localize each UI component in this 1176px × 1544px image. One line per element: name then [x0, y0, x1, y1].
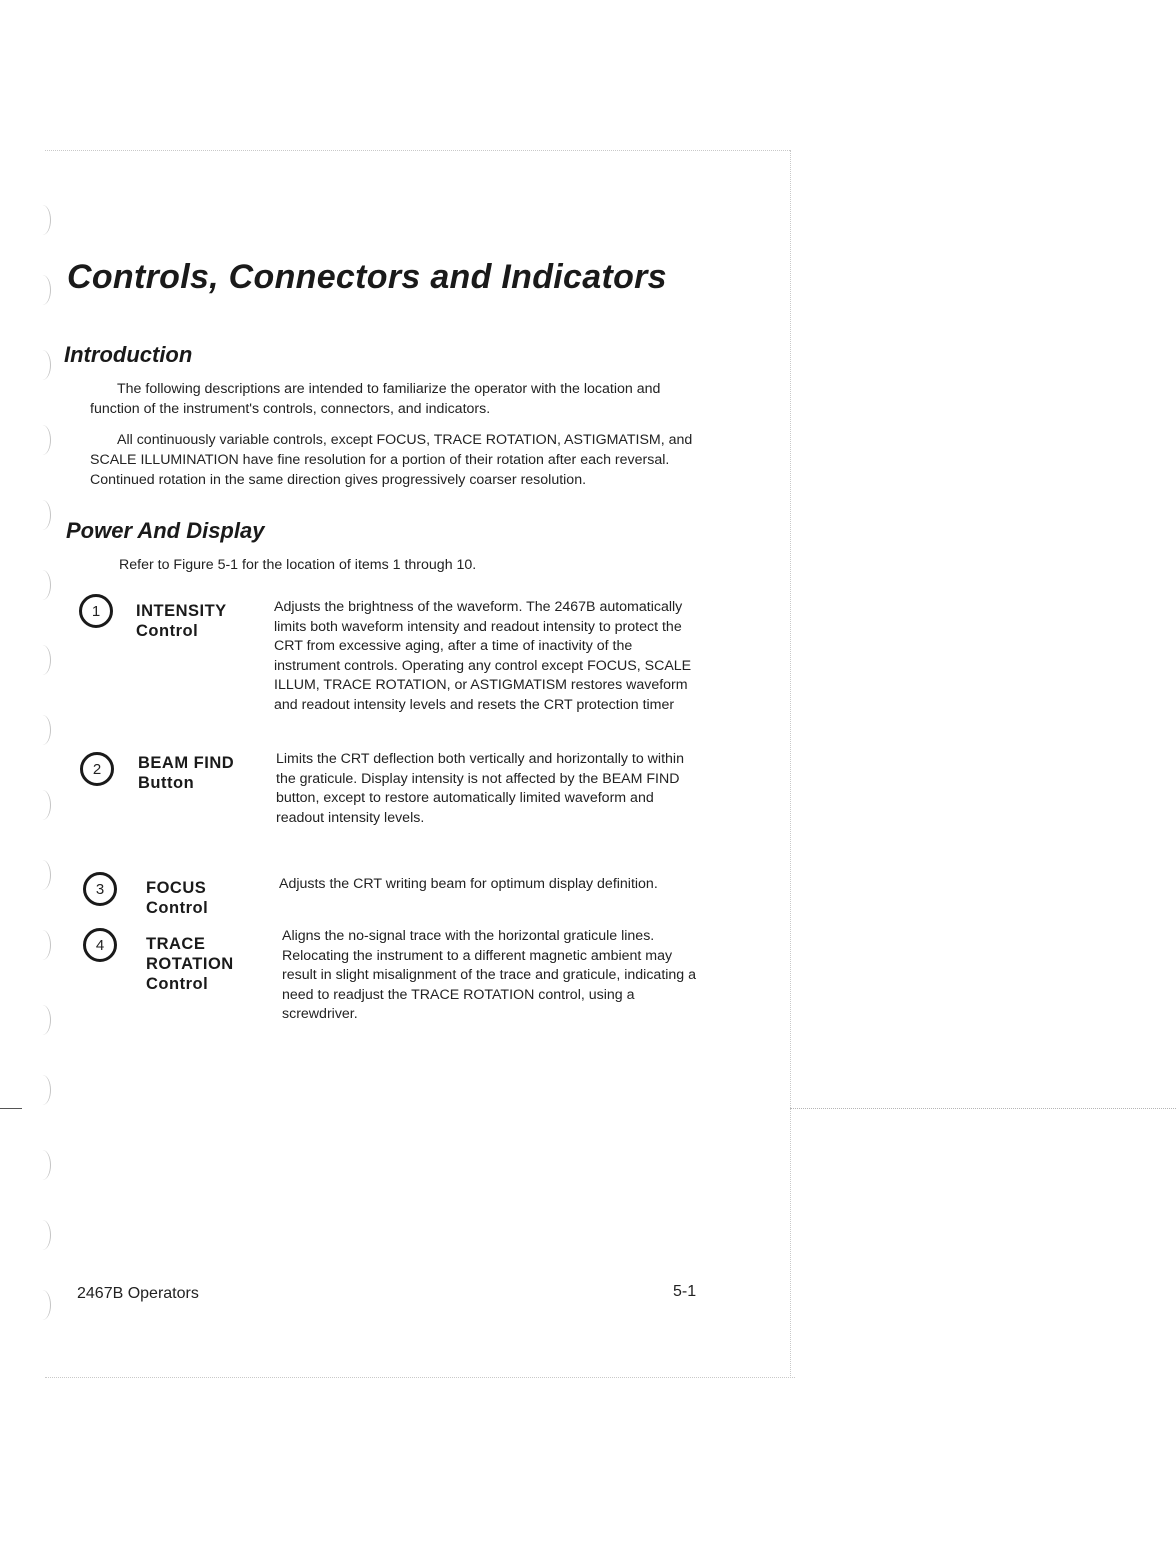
- scan-edge-line: [790, 1108, 1176, 1109]
- binder-hole: [34, 1220, 51, 1250]
- item-number: 3: [95, 880, 105, 898]
- item-number-circle: [83, 928, 117, 962]
- page-title: Controls, Connectors and Indicators: [67, 258, 667, 296]
- figure-reference: Refer to Figure 5-1 for the location of items 1 through 10.: [119, 557, 477, 573]
- item-number-circle: [79, 594, 113, 628]
- item-type: Control: [146, 975, 209, 993]
- item-label-trace-rotation: [146, 934, 234, 994]
- item-number-circle: [80, 752, 114, 786]
- item-type: Control: [146, 899, 209, 917]
- item-number-circle: [83, 872, 117, 906]
- item-type: Button: [138, 774, 195, 792]
- binder-hole: [34, 645, 51, 675]
- binder-hole: [34, 715, 51, 745]
- item-description-trace-rotation: Aligns the no-signal trace with the horizontal graticule lines. Relocating the instrument to a different magnetic ambient may result in slight misalignment of the trace and graticule, indicating a need to readjust the TRACE ROTATION control, using a screwdriver.: [282, 928, 697, 1023]
- item-number: 4: [95, 936, 105, 954]
- page-border-top: [45, 150, 790, 151]
- item-number: 1: [91, 602, 101, 620]
- item-name: INTENSITY: [136, 602, 227, 620]
- item-name: FOCUS: [146, 879, 207, 897]
- item-description-beam-find: Limits the CRT deflection both vertically and horizontally to within the graticule. Display intensity is not affected by the BEAM FIND button, except to restore automatically limited waveform and readout intensity levels.: [276, 751, 684, 826]
- footer-manual-name: 2467B Operators: [77, 1285, 199, 1302]
- binder-hole: [34, 860, 51, 890]
- item-type: Control: [136, 622, 199, 640]
- intro-paragraph-1: The following descriptions are intended to familiarize the operator with the location and function of the instrument's controls, connectors, and indicators.: [90, 381, 661, 417]
- binder-hole: [34, 1150, 51, 1180]
- binder-hole: [34, 1075, 51, 1105]
- binder-hole: [34, 205, 51, 235]
- power-display-heading: Power And Display: [66, 518, 265, 543]
- binder-hole: [34, 500, 51, 530]
- scan-edge-tick: [0, 1108, 22, 1109]
- introduction-heading: Introduction: [64, 342, 193, 367]
- binder-hole: [34, 1005, 51, 1035]
- page-border-right: [790, 150, 791, 1378]
- item-label-beam-find: [138, 753, 234, 793]
- binder-hole: [34, 570, 51, 600]
- item-number: 2: [92, 760, 102, 778]
- intro-paragraph-2: All continuously variable controls, except FOCUS, TRACE ROTATION, ASTIGMATISM, and SCALE ILLUMINATION have fine resolution for a portion of their rotation after each reversal. Continued rotation in the same direction gives progressively coarser resolution.: [90, 432, 693, 488]
- binder-hole: [34, 1290, 51, 1320]
- page-border-bottom: [45, 1377, 795, 1378]
- binder-hole: [34, 930, 51, 960]
- binder-hole: [34, 350, 51, 380]
- item-label-focus: [146, 878, 208, 918]
- binder-hole: [34, 425, 51, 455]
- item-description-focus: Adjusts the CRT writing beam for optimum display definition.: [279, 876, 658, 892]
- item-description-intensity: Adjusts the brightness of the waveform. The 2467B automatically limits both waveform intensity and readout intensity to protect the CRT from excessive aging, after a time of inactivity of the instrument controls. Operating any control except FOCUS, SCALE ILLUM, TRACE ROTATION, or ASTIGMATISM restores waveform and readout intensity levels and resets the CRT protection timer: [274, 599, 692, 713]
- item-name: BEAM FIND: [138, 754, 235, 772]
- item-name: ROTATION: [146, 955, 234, 973]
- binder-hole: [34, 790, 51, 820]
- item-name: TRACE: [146, 935, 206, 953]
- footer-page-number: 5-1: [673, 1283, 697, 1300]
- binder-hole: [34, 275, 51, 305]
- item-label-intensity: [136, 601, 227, 641]
